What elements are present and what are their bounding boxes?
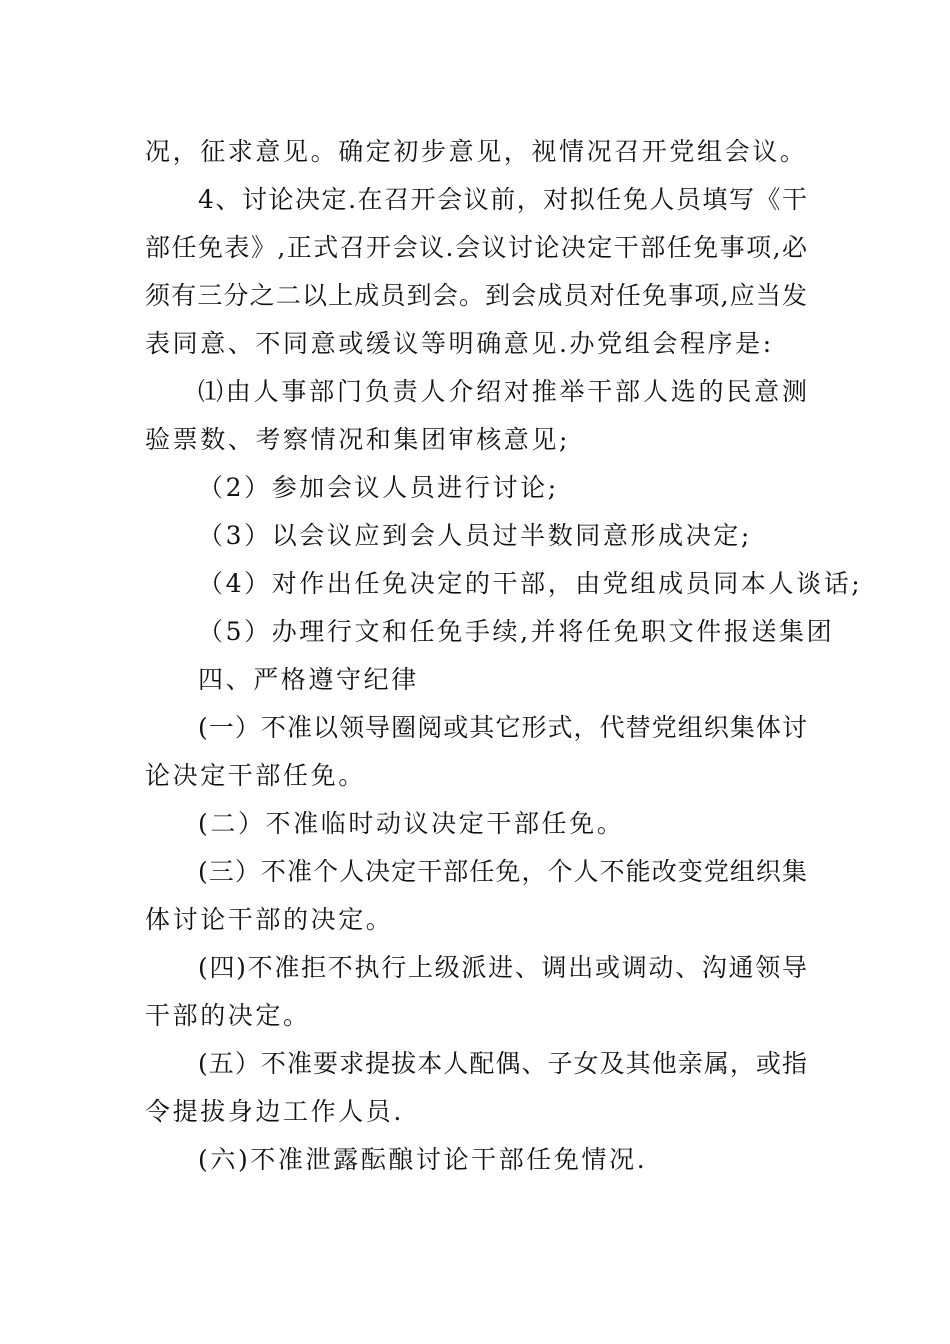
- text-line-2: 4、讨论决定.在召开会议前，对拟任免人员填写《干: [198, 185, 807, 214]
- text-line-4: 须有三分之二以上成员到会。到会成员对任免事项,应当发: [145, 281, 807, 310]
- text-line-6: ⑴由人事部门负责人介绍对推举干部人选的民意测: [198, 377, 807, 406]
- section-heading: 四、严格遵守纪律: [198, 665, 419, 694]
- text-line-5: 表同意、不同意或缓议等明确意见.办党组会程序是:: [145, 329, 774, 358]
- text-line-22: (六)不准泄露酝酿讨论干部任免情况.: [198, 1145, 648, 1174]
- text-line-19: 干部的决定。: [145, 1001, 311, 1030]
- text-line-17: 体讨论干部的决定。: [145, 905, 394, 934]
- text-line-1: 况，征求意见。确定初步意见，视情况召开党组会议。: [145, 137, 808, 166]
- document-body: [145, 128, 863, 1184]
- text-line-9: （3）以会议应到会人员过半数同意形成决定;: [198, 521, 752, 550]
- text-line-16: (三）不准个人决定干部任免，个人不能改变党组织集: [198, 857, 807, 886]
- text-line-15: (二）不准临时动议决定干部任免。: [198, 809, 625, 838]
- text-line-11: （5）办理行文和任免手续,并将任免职文件报送集团: [198, 617, 835, 646]
- text-line-18: (四)不准拒不执行上级派进、调出或调动、沟通领导: [198, 953, 807, 982]
- text-line-3: 部任免表》,正式召开会议.会议讨论决定干部任免事项,必: [145, 233, 807, 262]
- text-line-21: 令提拔身边工作人员.: [145, 1097, 404, 1126]
- text-line-7: 验票数、考察情况和集团审核意见;: [145, 425, 571, 454]
- text-line-8: （2）参加会议人员进行讨论;: [198, 473, 559, 502]
- text-line-20: (五）不准要求提拔本人配偶、子女及其他亲属，或指: [198, 1049, 807, 1078]
- text-line-14: 论决定干部任免。: [145, 761, 366, 790]
- text-line-13: (一）不准以领导圈阅或其它形式，代替党组织集体讨: [198, 713, 807, 742]
- text-line-10: （4）对作出任免决定的干部，由党组成员同本人谈话;: [198, 569, 863, 598]
